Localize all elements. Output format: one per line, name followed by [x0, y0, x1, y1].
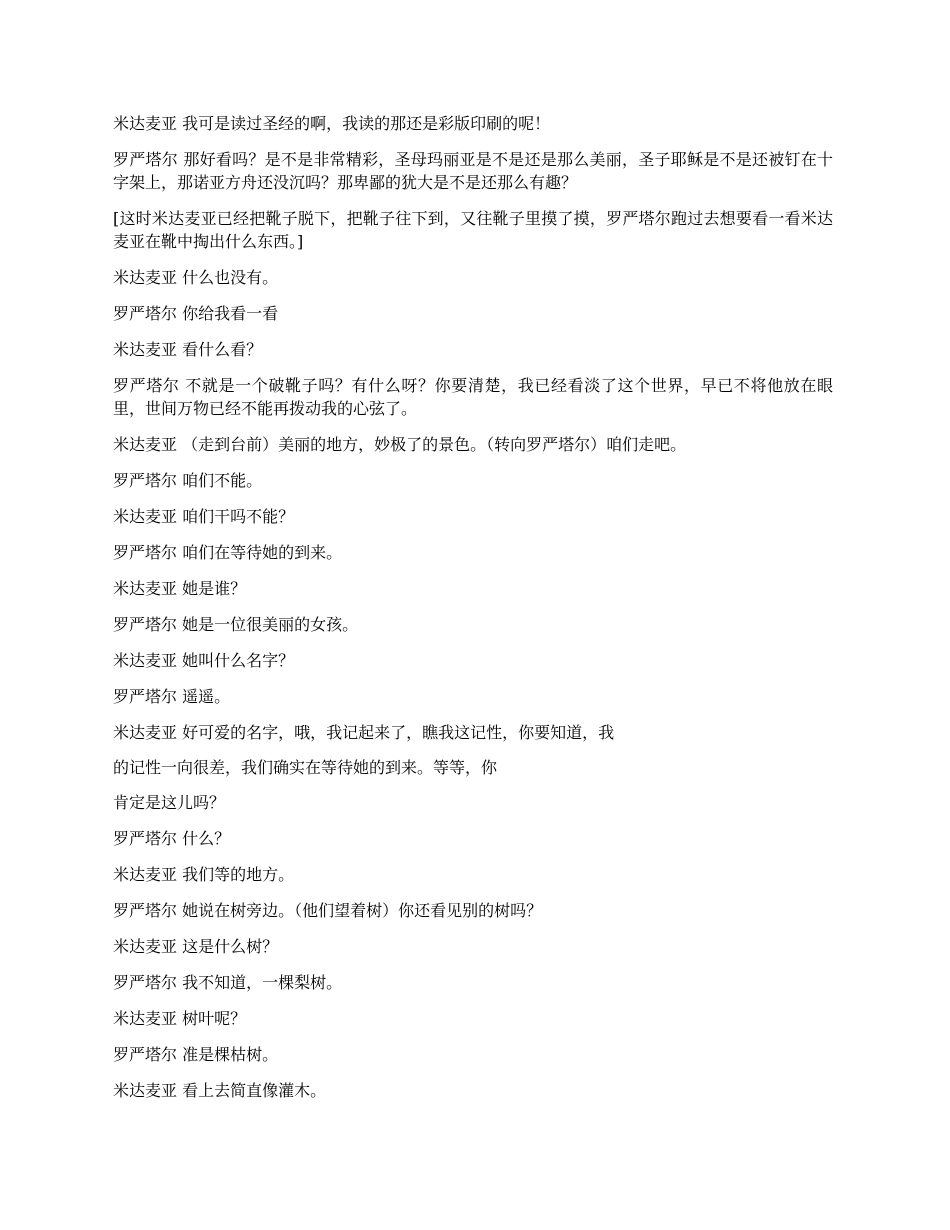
dialogue-text: 你给我看一看 [182, 304, 279, 323]
dialogue-continuation [113, 791, 833, 814]
speaker-name: 米达麦亚 [113, 114, 178, 133]
dialogue-line [113, 577, 833, 600]
dialogue-line [113, 827, 833, 850]
dialogue-line [113, 374, 833, 420]
dialogue-line [113, 505, 833, 528]
speaker-name: 罗严塔尔 [113, 150, 178, 169]
stage-direction [113, 207, 833, 253]
dialogue-text: 好可爱的名字，哦，我记起来了，瞧我这记性，你要知道，我 [182, 723, 615, 742]
speaker-name: 罗严塔尔 [113, 1045, 178, 1064]
speaker-name: 米达麦亚 [113, 340, 178, 359]
dialogue-line [113, 433, 833, 456]
dialogue-text: 树叶呢？ [182, 1009, 247, 1028]
dialogue-text: 我可是读过圣经的啊，我读的那还是彩版印刷的呢！ [182, 114, 551, 133]
speaker-name: 米达麦亚 [113, 1081, 178, 1100]
dialogue-line [113, 721, 833, 744]
dialogue-line [113, 112, 833, 135]
speaker-name: 米达麦亚 [113, 937, 178, 956]
speaker-name: 罗严塔尔 [113, 471, 178, 490]
dialogue-line [113, 302, 833, 325]
speaker-name: 罗严塔尔 [113, 615, 178, 634]
dialogue-text: 她叫什么名字？ [182, 651, 295, 670]
speaker-name: 米达麦亚 [113, 1009, 178, 1028]
dialogue-text: 咱们干吗不能？ [182, 507, 295, 526]
speaker-name: 罗严塔尔 [113, 829, 178, 848]
dialogue-line [113, 1079, 833, 1102]
dialogue-line [113, 613, 833, 636]
dialogue-text: 遥遥。 [182, 687, 231, 706]
dialogue-text: 这是什么树？ [182, 937, 279, 956]
dialogue-text: 看什么看？ [182, 340, 263, 359]
dialogue-line [113, 148, 833, 194]
dialogue-text: （走到台前）美丽的地方，妙极了的景色。（转向罗严塔尔）咱们走吧。 [182, 435, 687, 454]
dialogue-text: 准是棵枯树。 [182, 1045, 279, 1064]
dialogue-text: 咱们在等待她的到来。 [182, 543, 343, 562]
speaker-name: 罗严塔尔 [113, 304, 178, 323]
dialogue-text: 我们等的地方。 [182, 865, 295, 884]
dialogue-text: 什么也没有。 [182, 268, 279, 287]
dialogue-text: 她说在树旁边。（他们望着树）你还看见别的树吗？ [182, 901, 543, 920]
speaker-name: 米达麦亚 [113, 268, 178, 287]
speaker-name: 米达麦亚 [113, 723, 178, 742]
speaker-name: 罗严塔尔 [113, 973, 178, 992]
dialogue-text: 我不知道，一棵梨树。 [182, 973, 343, 992]
dialogue-line [113, 469, 833, 492]
dialogue-line [113, 971, 833, 994]
dialogue-line [113, 935, 833, 958]
dialogue-text: 什么？ [182, 829, 231, 848]
dialogue-line [113, 541, 833, 564]
dialogue-line [113, 1007, 833, 1030]
speaker-name: 米达麦亚 [113, 865, 178, 884]
speaker-name: 米达麦亚 [113, 507, 178, 526]
speaker-name: 米达麦亚 [113, 651, 178, 670]
dialogue-text: 肯定是这儿吗？ [113, 793, 226, 812]
speaker-name: 米达麦亚 [113, 435, 178, 454]
dialogue-text: 那好看吗？是不是非常精彩，圣母玛丽亚是不是还是那么美丽，圣子耶稣是不是还被钉在十字架上，那诺亚方舟还没沉吗？那卑鄙的犹大是不是还那么有趣？ [113, 150, 833, 192]
dialogue-line [113, 649, 833, 672]
speaker-name: 罗严塔尔 [113, 901, 178, 920]
dialogue-text: 她是谁？ [182, 579, 247, 598]
dialogue-line [113, 685, 833, 708]
dialogue-text: 她是一位很美丽的女孩。 [182, 615, 359, 634]
script-body [113, 112, 833, 1115]
dialogue-text: 看上去简直像灌木。 [182, 1081, 327, 1100]
dialogue-continuation [113, 756, 833, 779]
speaker-name: 罗严塔尔 [113, 376, 180, 395]
dialogue-text: 的记性一向很差，我们确实在等待她的到来。等等，你 [113, 758, 498, 777]
stage-direction-text: [这时米达麦亚已经把靴子脱下，把靴子往下到，又往靴子里摸了摸，罗严塔尔跑过去想要看一看米达麦亚在靴中掏出什么东西。] [113, 209, 833, 251]
dialogue-line [113, 1043, 833, 1066]
dialogue-line [113, 338, 833, 361]
dialogue-line [113, 266, 833, 289]
speaker-name: 米达麦亚 [113, 579, 178, 598]
speaker-name: 罗严塔尔 [113, 543, 178, 562]
dialogue-line [113, 899, 833, 922]
speaker-name: 罗严塔尔 [113, 687, 178, 706]
dialogue-text: 咱们不能。 [182, 471, 263, 490]
dialogue-line [113, 863, 833, 886]
dialogue-text: 不就是一个破靴子吗？有什么呀？你要清楚，我已经看淡了这个世界，早已不将他放在眼里，世间万物已经不能再拨动我的心弦了。 [113, 376, 833, 418]
